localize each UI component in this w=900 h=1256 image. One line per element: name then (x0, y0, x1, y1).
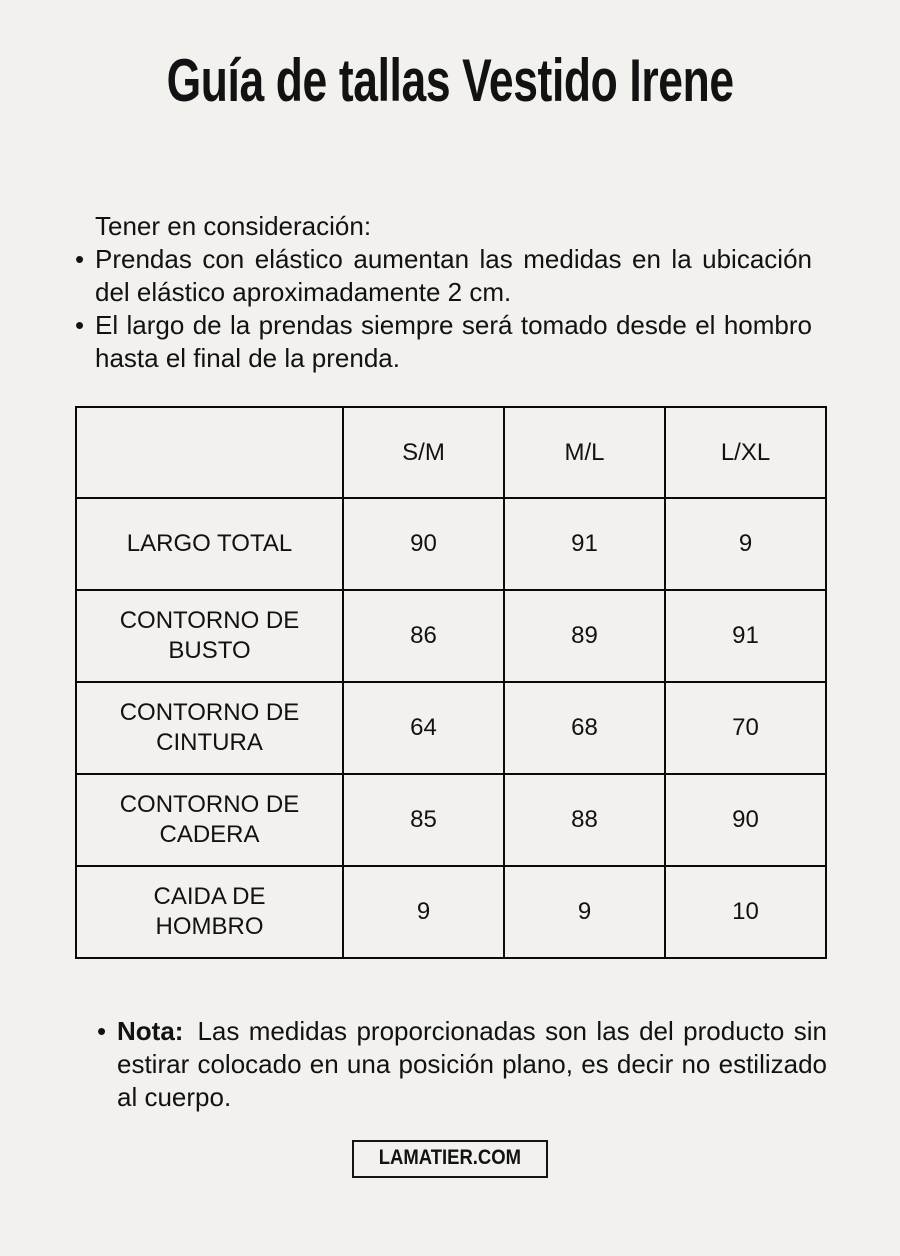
consideration-item (75, 309, 812, 375)
footer (0, 1140, 900, 1178)
measurement-value: 9 (504, 866, 665, 958)
consideration-item (75, 243, 812, 309)
note-section (95, 1015, 827, 1114)
considerations-list (75, 243, 812, 375)
measurement-label: LARGO TOTAL (76, 498, 343, 590)
measurement-value: 68 (504, 682, 665, 774)
measurement-label: CONTORNO DE CINTURA (76, 682, 343, 774)
size-table-header-row (76, 407, 826, 498)
measurement-value: 10 (665, 866, 826, 958)
size-column-header: M/L (504, 407, 665, 498)
brand-name: LAMATIER.COM (378, 1146, 522, 1169)
measurement-value: 9 (343, 866, 504, 958)
measurement-value: 90 (665, 774, 826, 866)
page-title-text: Guía de tallas Vestido Irene (166, 47, 734, 114)
table-row (76, 590, 826, 682)
measurement-value: 91 (665, 590, 826, 682)
brand-box (352, 1140, 548, 1178)
considerations-heading: Tener en consideración: (95, 211, 372, 241)
table-row (76, 498, 826, 590)
size-column-header: S/M (343, 407, 504, 498)
page-title (0, 47, 900, 114)
size-table (75, 406, 827, 959)
table-row (76, 866, 826, 958)
measurement-label: CONTORNO DE BUSTO (76, 590, 343, 682)
measurement-label: CAIDA DE HOMBRO (76, 866, 343, 958)
measurement-label: CONTORNO DE CADERA (76, 774, 343, 866)
consideration-text: El largo de la prendas siempre será tomado desde el hombro hasta el final de la prenda. (95, 310, 812, 373)
size-table-corner-cell (76, 407, 343, 498)
measurement-value: 9 (665, 498, 826, 590)
note-label: Nota: (117, 1016, 184, 1046)
note-list (95, 1015, 827, 1114)
measurement-value: 70 (665, 682, 826, 774)
measurement-value: 91 (504, 498, 665, 590)
measurement-value: 85 (343, 774, 504, 866)
consideration-text: Prendas con elástico aumentan las medidas en la ubicación del elástico aproximadamente 2 cm. (95, 244, 812, 307)
size-column-header: L/XL (665, 407, 826, 498)
measurement-value: 88 (504, 774, 665, 866)
table-row (76, 774, 826, 866)
considerations-section (75, 210, 812, 375)
note-text: Las medidas proporcionadas son las del producto sin estirar colocado en una posición plano, es decir no estilizado al cuerpo. (117, 1016, 827, 1112)
measurement-value: 64 (343, 682, 504, 774)
measurement-value: 89 (504, 590, 665, 682)
measurement-value: 90 (343, 498, 504, 590)
table-row (76, 682, 826, 774)
note-item (95, 1015, 827, 1114)
measurement-value: 86 (343, 590, 504, 682)
